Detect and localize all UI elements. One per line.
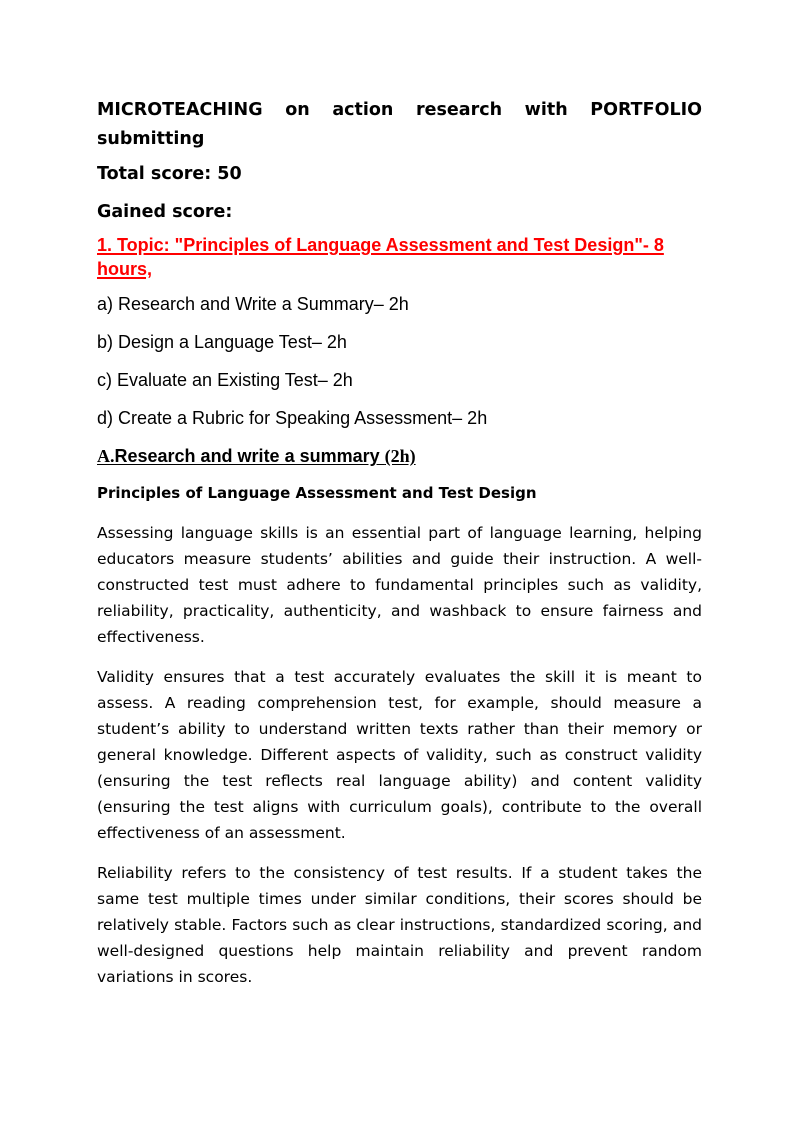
topic-heading: 1. Topic: "Principles of Language Assessment and Test Design"- 8 hours, (97, 235, 664, 279)
total-score: Total score: 50 (97, 164, 242, 184)
paragraph-validity: Validity ensures that a test accurately evaluates the skill it is meant to assess. A reading comprehension test, for example, should measure a student’s ability to understand written texts rather than their memory or general knowledge. Different aspects of validity, such as construct validity (ensuring the test reflects real language ability) and content validity (ensuring the test aligns with curriculum goals), contribute to the overall effectiveness of an assessment. (97, 668, 702, 842)
section-hours: (2h) (384, 446, 416, 466)
gained-score: Gained score: (97, 202, 233, 222)
summary-subheading: Principles of Language Assessment and Test Design (97, 484, 537, 502)
section-text: Research and write a summary (114, 446, 385, 466)
section-letter: A. (97, 446, 115, 466)
task-item-b: b) Design a Language Test– 2h (97, 332, 347, 352)
task-item-a: a) Research and Write a Summary– 2h (97, 294, 409, 314)
paragraph-reliability: Reliability refers to the consistency of test results. If a student takes the same test multiple times under similar conditions, their scores should be relatively stable. Factors such as clear instructions, standardized scoring, and well-designed questions help maintain reliability and prevent random variations in scores. (97, 864, 702, 986)
document-page (97, 96, 702, 990)
document-title: MICROTEACHING on action research with PORTFOLIO submitting (97, 100, 702, 149)
paragraph-intro: Assessing language skills is an essential part of language learning, helping educators measure students’ abilities and guide their instruction. A well-constructed test must adhere to fundamental principles such as validity, reliability, practicality, authenticity, and washback to ensure fairness and effectiveness. (97, 524, 702, 646)
task-item-c: c) Evaluate an Existing Test– 2h (97, 370, 353, 390)
section-heading (97, 444, 702, 468)
task-item-d: d) Create a Rubric for Speaking Assessment– 2h (97, 408, 488, 428)
